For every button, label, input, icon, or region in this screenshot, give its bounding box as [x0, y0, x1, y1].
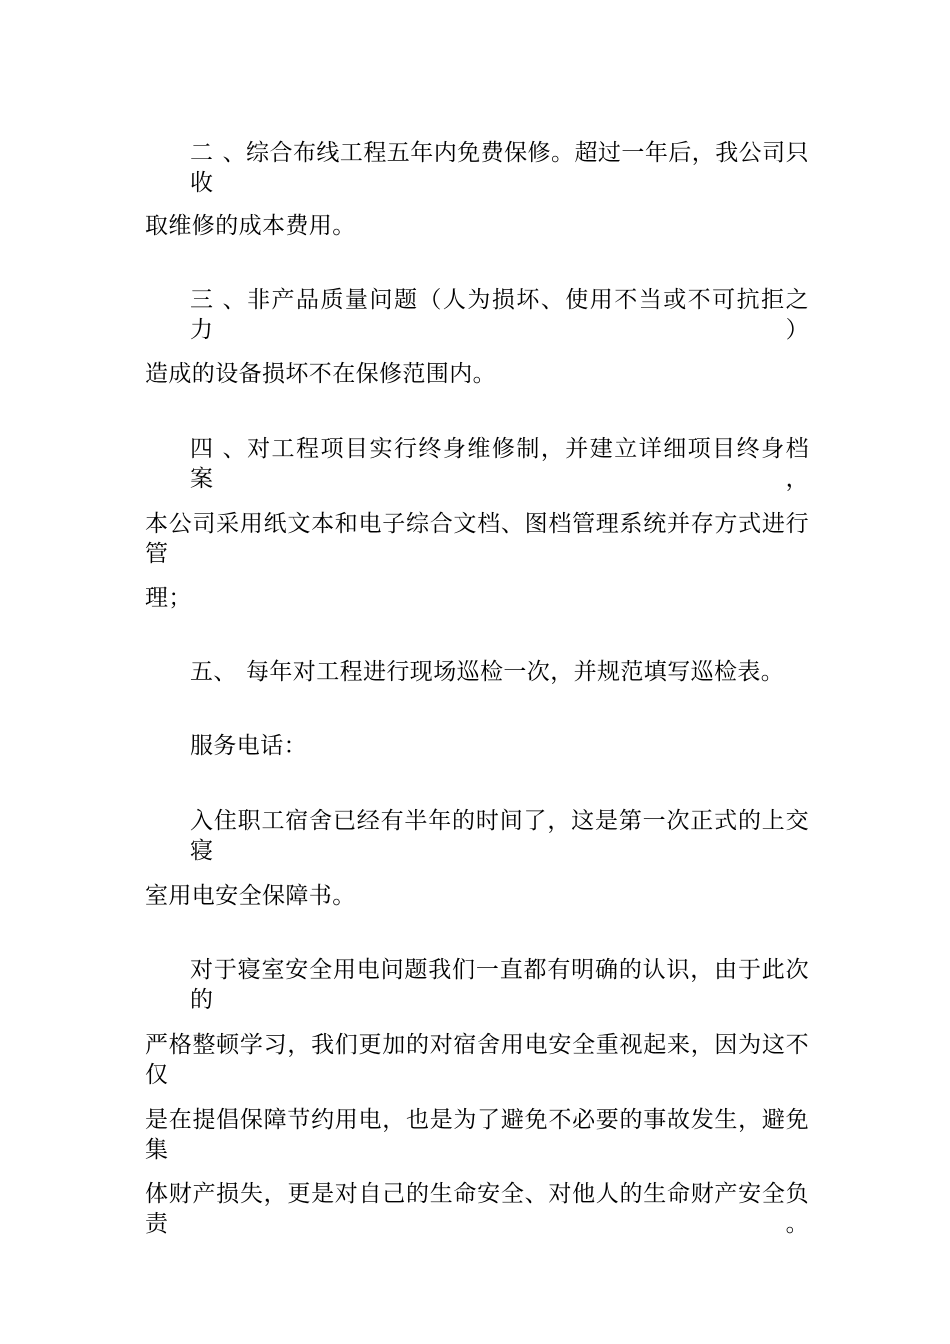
- paragraph-7-line-3: [145, 1105, 809, 1165]
- paragraph-7-line-2: [145, 1030, 809, 1090]
- line-text: 本公司采用纸文本和电子综合文档、图档管理系统并存方式进行管: [145, 511, 809, 567]
- line-text: 对于寝室安全用电问题我们一直都有明确的认识，由于此次的: [190, 957, 809, 1013]
- service-phone-label: [190, 731, 809, 761]
- item-number: 二、: [190, 140, 246, 166]
- paragraph-7-line-1: [190, 955, 809, 1015]
- line-text: 对工程项目实行终身维修制，并建立详细项目终身档案，: [190, 436, 809, 492]
- line-text: 造成的设备损坏不在保修范围内。: [145, 361, 496, 387]
- item-number: 三、: [190, 287, 246, 313]
- line-text: 严格整顿学习，我们更加的对宿舍用电安全重视起来，因为这不仅: [145, 1032, 809, 1088]
- line-text: 室用电安全保障书。: [145, 883, 356, 909]
- paragraph-5-line-1: [190, 657, 809, 687]
- paragraph-3-line-2: [145, 359, 809, 389]
- paragraph-2-line-2: [145, 211, 809, 241]
- paragraph-4-line-1: [190, 434, 809, 494]
- line-text: 每年对工程进行现场巡检一次，并规范填写巡检表。: [246, 659, 785, 685]
- paragraph-6-line-2: [145, 881, 809, 911]
- line-text: 综合布线工程五年内免费保修。超过一年后，我公司只收: [190, 140, 809, 196]
- paragraph-4-line-2: [145, 509, 809, 569]
- paragraph-4-line-3: [145, 583, 809, 613]
- paragraph-7-line-4: [145, 1179, 809, 1239]
- line-text: 是在提倡保障节约用电，也是为了避免不必要的事故发生，避免集: [145, 1107, 809, 1163]
- line-text: 取维修的成本费用。: [145, 213, 356, 239]
- line-text: 入住职工宿舍已经有半年的时间了，这是第一次正式的上交寝: [190, 808, 809, 864]
- item-number: 五、: [190, 659, 237, 685]
- line-text: 非产品质量问题（人为损坏、使用不当或不可抗拒之力）: [190, 287, 809, 343]
- line-text: 服务电话：: [190, 733, 307, 759]
- line-text: 理；: [145, 585, 192, 611]
- item-number: 四、: [190, 436, 246, 462]
- line-text: 体财产损失，更是对自己的生命安全、对他人的生命财产安全负责。: [145, 1181, 809, 1237]
- paragraph-6-line-1: [190, 806, 809, 866]
- paragraph-2-line-1: [190, 138, 809, 198]
- paragraph-3-line-1: [190, 285, 809, 345]
